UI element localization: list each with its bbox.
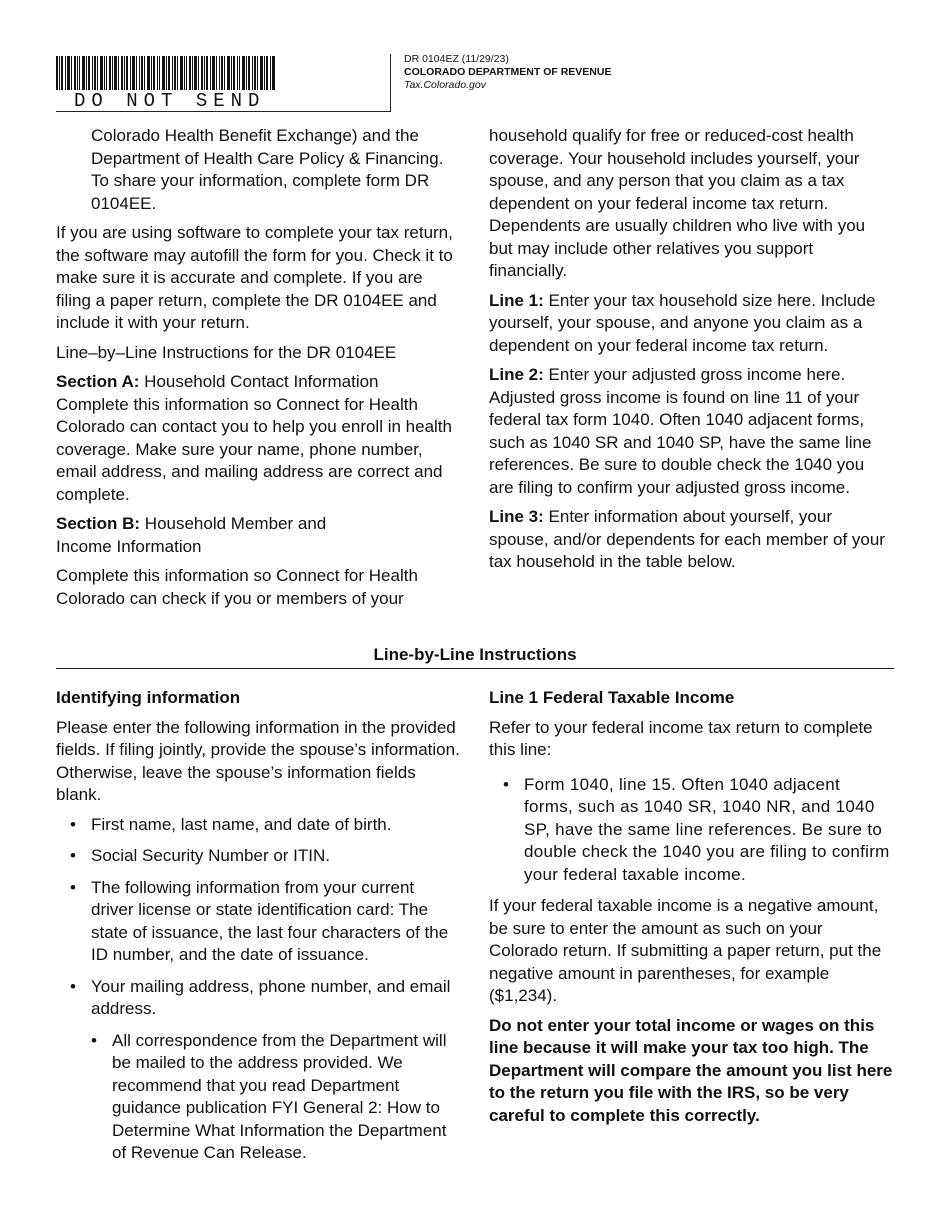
line1-text: Enter your tax household size here. Include yourself, your spouse, and anyone you claim as a dependent on your federal income tax return. bbox=[489, 290, 876, 355]
line2-instruction bbox=[489, 364, 889, 499]
bottom-right-column bbox=[489, 687, 894, 1134]
line1-intro: Refer to your federal income tax return to complete this line: bbox=[489, 717, 873, 759]
line1-federal-taxable-income-heading: Line 1 Federal Taxable Income bbox=[489, 688, 735, 707]
list-item: • Your mailing address, phone number, and email address. bbox=[56, 976, 461, 1021]
barcode-block bbox=[56, 54, 391, 112]
warning-paragraph: Do not enter your total income or wages on this line because it will make your tax too high. The Department will compare the amount you list here to the return you file with the IRS, so be very careful to complete this correctly. bbox=[489, 1015, 893, 1125]
household-paragraph: household qualify for free or reduced-cost health coverage. Your household includes yourself, your spouse, and any person that you claim as a tax dependent on your federal income tax return. Dependents are usually children who live with you but may include other relatives you support financially. bbox=[489, 126, 866, 280]
line1-label: Line 1: bbox=[489, 290, 544, 310]
section-a bbox=[56, 371, 456, 506]
section-b-title: Household Member and Income Information bbox=[56, 514, 327, 556]
list-item: • Social Security Number or ITIN. bbox=[56, 845, 461, 868]
department-name: COLORADO DEPARTMENT OF REVENUE bbox=[404, 66, 612, 78]
line2-label: Line 2: bbox=[489, 365, 544, 384]
line-instructions-heading: Line–by–Line Instructions for the DR 0104EE bbox=[56, 342, 397, 362]
correspondence-sublist bbox=[56, 1030, 461, 1165]
section-a-title: Household Contact Information bbox=[139, 372, 379, 391]
section-b-text: Complete this information so Connect for Health Colorado can check if you or members of your bbox=[56, 566, 418, 608]
line1-instruction bbox=[489, 290, 889, 358]
software-paragraph: If you are using software to complete your tax return, the software may autofill the form for you. Check it to make sure it is accurate and complete. If you are filing a paper return, complete the DR 0104EE and include it with your return. bbox=[56, 223, 453, 332]
line1-list bbox=[489, 774, 894, 887]
identifying-info-list bbox=[56, 814, 461, 1021]
continued-paragraph: Colorado Health Benefit Exchange) and the Department of Health Care Policy & Financing. To share your information, complete form DR 0104EE. bbox=[91, 126, 444, 213]
line2-text: Enter your adjusted gross income here. Adjusted gross income is found on line 11 of your federal tax form 1040. Often 1040 adjacent forms, such as 1040 SR and 1040 SP, have the same line references. Be sure to double check the 1040 you are filing to confirm your adjusted gross income. bbox=[489, 365, 872, 497]
top-right-column bbox=[489, 125, 889, 581]
identifying-info-heading: Identifying information bbox=[56, 688, 241, 707]
bottom-left-column bbox=[56, 687, 461, 1174]
negative-amount-paragraph: If your federal taxable income is a negative amount, be sure to enter the amount as such on your Colorado return. If submitting a paper return, put the negative amount in parentheses, for example ($1,234). bbox=[489, 896, 882, 1005]
barcode-image bbox=[56, 56, 276, 90]
form-id: DR 0104EZ (11/29/23) bbox=[404, 53, 509, 65]
line3-text: Enter information about yourself, your spouse, and/or dependents for each member of your tax household in the table below. bbox=[489, 507, 885, 571]
section-title: Line-by-Line Instructions bbox=[373, 645, 577, 664]
identifying-info-intro: Please enter the following information in the provided fields. If filing jointly, provide the spouse’s information. Otherwise, leave the spouse’s information fields blank. bbox=[56, 717, 460, 804]
section-a-label: Section A: bbox=[56, 372, 140, 391]
list-item: • All correspondence from the Department will be mailed to the address provided. We recommend that you read Department guidance publication FYI General 2: How to Determine What Information the Department of Revenue Can Release. bbox=[56, 1030, 461, 1165]
section-divider bbox=[56, 668, 894, 669]
form-header bbox=[404, 53, 611, 92]
list-item: • Form 1040, line 15. Often 1040 adjacent forms, such as 1040 SR, 1040 NR, and 1040 SP, have the same line references. Be sure to double check the 1040 you are filing to confirm your federal taxable income. bbox=[489, 774, 894, 887]
section-b bbox=[56, 513, 356, 558]
line3-label: Line 3: bbox=[489, 507, 544, 526]
section-a-text: Complete this information so Connect for Health Colorado can contact you to help you enroll in health coverage. Make sure your name, phone number, email address, and mailing address are correct and complete. bbox=[56, 394, 452, 504]
section-b-label: Section B: bbox=[56, 514, 141, 533]
website: Tax.Colorado.gov bbox=[404, 79, 486, 91]
list-item: • The following information from your current driver license or state identification card: The state of issuance, the last four characters of the ID number, and the date of issuance. bbox=[56, 877, 461, 967]
line3-instruction bbox=[489, 506, 889, 574]
list-item: • First name, last name, and date of birth. bbox=[56, 814, 461, 837]
do-not-send-label: DO NOT SEND bbox=[74, 90, 266, 112]
top-left-column bbox=[56, 125, 456, 617]
